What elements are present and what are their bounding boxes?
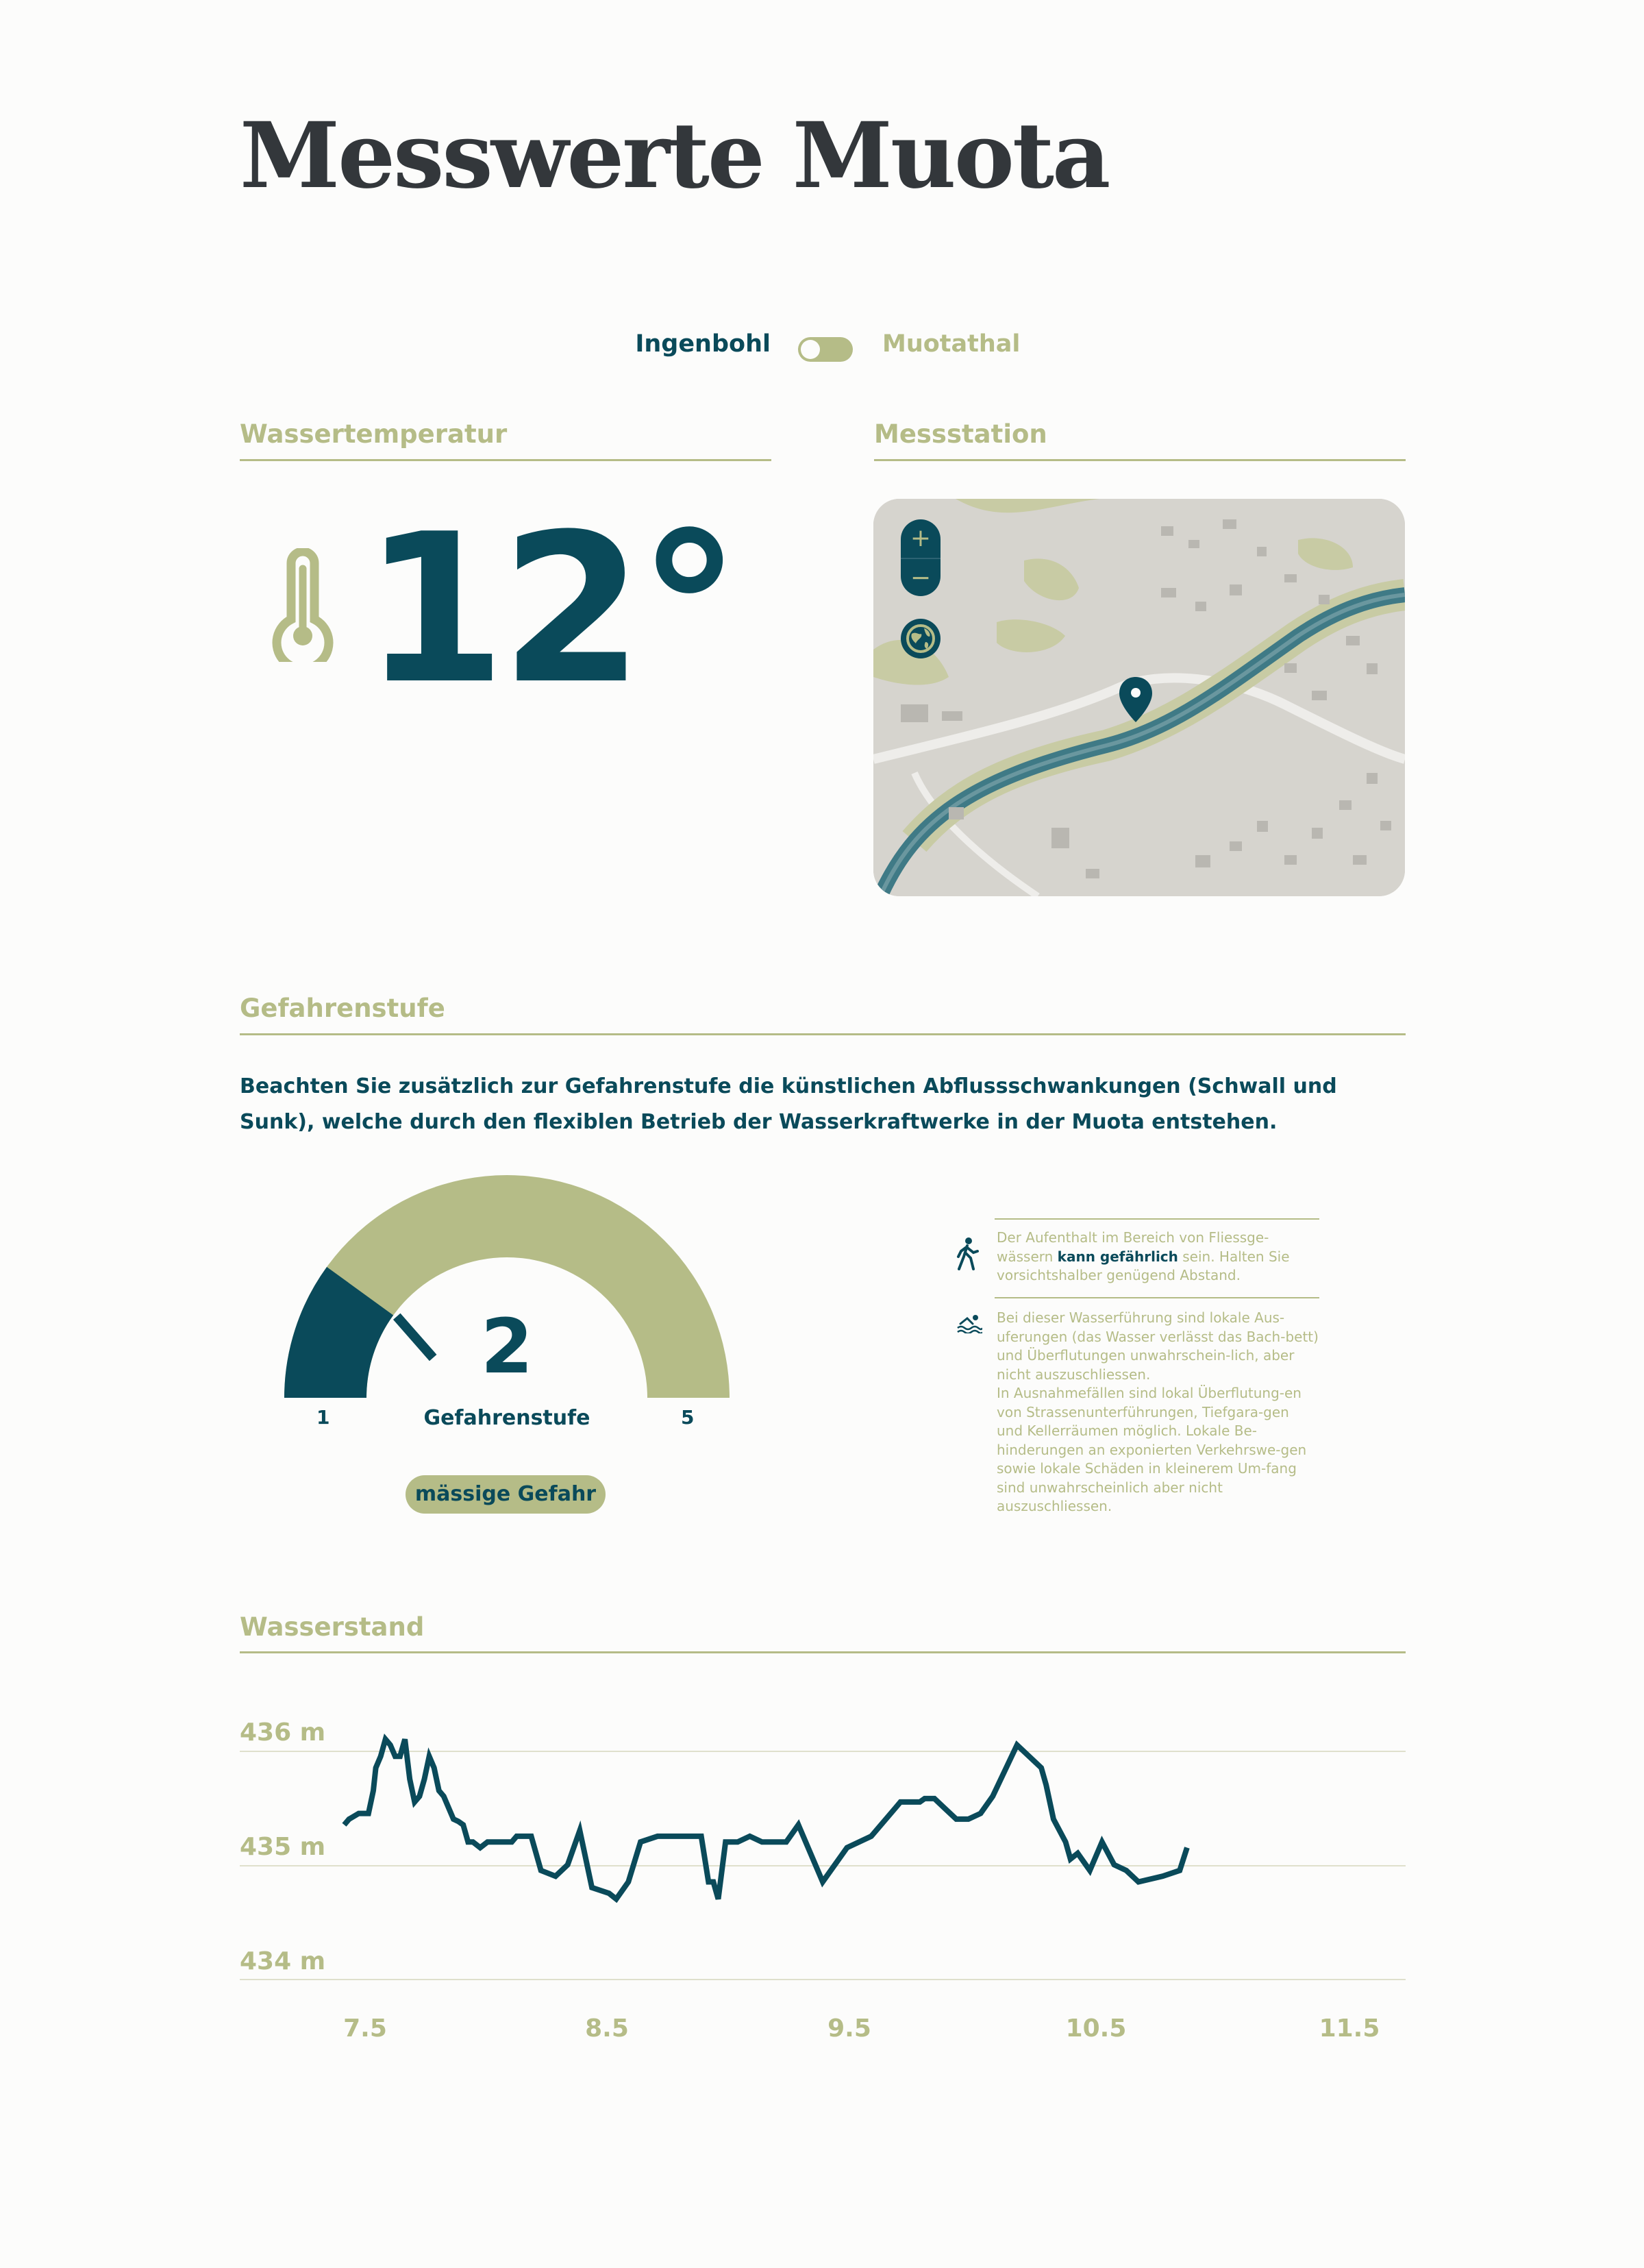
- walking-person-icon: [956, 1237, 979, 1270]
- danger-info-3: In Ausnahmefällen sind lokal Überflutung-en von Strassenunterführungen, Tiefgara-gen und Kellerräumen möglich. Lokale Be-hinderungen an exponierten Verkehrswe-gen sowie lokale Schäden in kleinerem Um-fang sind unwahrscheinlich aber nicht auszuschliessen.: [997, 1385, 1307, 1514]
- water-level-chart: [240, 1713, 1406, 2001]
- danger-info-2: Bei dieser Wasserführung sind lokale Aus-uferungen (das Wasser verlässt das Bach-bett) und Überflutungen unwahrschein-lich, aber nicht auszuschliessen.: [997, 1309, 1319, 1383]
- switch-knob: [801, 340, 820, 359]
- location-toggle-row: [0, 330, 1644, 371]
- water-level-section-title: Wasserstand: [240, 1612, 425, 1642]
- danger-info-1: Der Aufenthalt im Bereich von Fliessge-wässern kann gefährlich sein. Halten Sie vorsichtshalber genügend Abstand.: [997, 1229, 1290, 1283]
- x-tick-label: 11.5: [1319, 2014, 1380, 2043]
- danger-info-emphasis: kann gefährlich: [1057, 1248, 1178, 1265]
- danger-badge: mässige Gefahr: [406, 1475, 606, 1514]
- y-tick-label: 434 m: [240, 1947, 326, 1975]
- gauge-min-label: 1: [316, 1406, 330, 1429]
- divider: [995, 1297, 1319, 1298]
- thermometer-icon: [271, 548, 336, 662]
- station-section-title: Messstation: [874, 419, 1047, 449]
- zoom-out-button[interactable]: −: [910, 564, 932, 592]
- location-muotathal[interactable]: Muotathal: [882, 330, 1021, 358]
- divider: [240, 1651, 1406, 1653]
- location-switch[interactable]: [798, 337, 853, 362]
- temperature-section-title: Wassertemperatur: [240, 419, 508, 449]
- series-line: [345, 1739, 1187, 1899]
- x-tick-label: 10.5: [1065, 2014, 1127, 2043]
- divider: [240, 459, 771, 461]
- gauge-label: Gefahrenstufe: [423, 1406, 590, 1430]
- station-map[interactable]: [873, 499, 1405, 896]
- divider: [874, 459, 1406, 461]
- danger-level-value: 2: [480, 1303, 534, 1390]
- y-tick-label: 436 m: [240, 1718, 326, 1747]
- danger-note: Beachten Sie zusätzlich zur Gefahrenstufe die künstlichen Abflussschwankungen (Schwall und Sunk), welche durch den flexiblen Betrieb der Wasserkraftwerke in der Muota entstehen.: [240, 1074, 1337, 1134]
- x-tick-label: 7.5: [343, 2014, 387, 2043]
- x-tick-label: 9.5: [827, 2014, 871, 2043]
- swimming-icon: [956, 1314, 982, 1333]
- x-tick-label: 8.5: [585, 2014, 629, 2043]
- gauge-needle: [400, 1320, 430, 1355]
- danger-section-title: Gefahrenstufe: [240, 994, 445, 1023]
- map-pin-icon[interactable]: [1118, 676, 1154, 724]
- temperature-value: 12°: [363, 490, 736, 729]
- zoom-in-button[interactable]: +: [901, 519, 941, 559]
- gauge-max-label: 5: [681, 1406, 695, 1429]
- map-zoom-control: [901, 519, 941, 596]
- location-ingenbohl[interactable]: Ingenbohl: [635, 330, 771, 358]
- divider: [995, 1218, 1319, 1220]
- divider: [240, 1033, 1406, 1035]
- globe-icon[interactable]: [901, 619, 941, 658]
- page-title: Messwerte Muota: [240, 103, 1109, 209]
- y-tick-label: 435 m: [240, 1833, 326, 1861]
